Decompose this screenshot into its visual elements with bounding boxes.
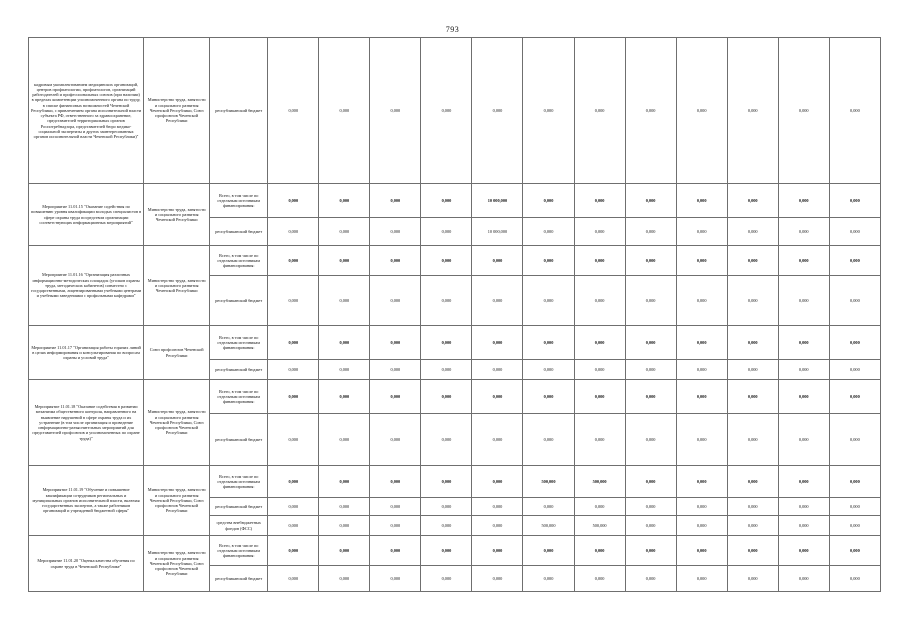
funding-source-cell: республиканский бюджет (210, 566, 268, 592)
amount-cell: 0,000 (778, 184, 829, 218)
amount-cell: 0,000 (676, 566, 727, 592)
amount-cell: 0,000 (268, 380, 319, 414)
amount-cell: 0,000 (421, 536, 472, 566)
amount-cell: 0,000 (370, 246, 421, 276)
amount-cell: 0,000 (421, 498, 472, 516)
amount-cell: 0,000 (625, 516, 676, 536)
amount-cell: 0,000 (829, 466, 880, 498)
amount-cell: 0,000 (778, 516, 829, 536)
amount-cell: 0,000 (370, 360, 421, 380)
amount-cell: 0,000 (778, 246, 829, 276)
total-row (29, 326, 881, 360)
amount-cell: 0,000 (472, 38, 523, 184)
amount-cell: 0,000 (370, 516, 421, 536)
total-row (29, 246, 881, 276)
funding-source-cell: республиканский бюджет (210, 498, 268, 516)
amount-cell: 0,000 (319, 276, 370, 326)
amount-cell: 0,000 (778, 414, 829, 466)
amount-cell: 0,000 (523, 498, 574, 516)
measure-description: кадровым укомплектованием медицинских организаций, центров профпатологии, профпатологов, организаций работодателей и профессиональных союзов (при наличии) в пределах компетенции уполномоченного органа по труду, в списке финансовых возможностей Чеченской Республики, с привлечением органа исполнительной власти субъекта РФ, ответственного за здравоохранение, представителей территориальных органов Роспотребнадзора, представителей бюро медико-социальной экспертизы и других заинтересованных органов исполнительной власти Чеченской Республики)" (29, 38, 144, 184)
amount-cell: 0,000 (523, 536, 574, 566)
amount-cell: 0,000 (523, 276, 574, 326)
amount-cell: 0,000 (421, 414, 472, 466)
executor-cell: Министерство труда, занятости и социального развития Чеченской Республики, Союз профсоюзов Чеченской Республики (144, 380, 210, 466)
amount-cell: 0,000 (676, 498, 727, 516)
amount-cell: 0,000 (370, 218, 421, 246)
amount-cell: 0,000 (625, 246, 676, 276)
funding-source-cell: Всего, в том числе по отдельным источникам финансирования: (210, 536, 268, 566)
amount-cell: 0,000 (319, 498, 370, 516)
amount-cell: 0,000 (319, 326, 370, 360)
executor-cell: Министерство труда, занятости и социального развития Чеченской Республики, Союз профсоюзов Чеченской Республики (144, 466, 210, 536)
amount-cell: 0,000 (523, 566, 574, 592)
amount-cell: 0,000 (676, 326, 727, 360)
amount-cell: 0,000 (778, 326, 829, 360)
amount-cell: 0,000 (421, 380, 472, 414)
amount-cell: 0,000 (574, 246, 625, 276)
amount-cell: 0,000 (676, 184, 727, 218)
amount-cell: 0,000 (778, 38, 829, 184)
amount-cell: 0,000 (421, 466, 472, 498)
total-row (29, 466, 881, 498)
amount-cell: 0,000 (421, 184, 472, 218)
funding-source-cell: республиканский бюджет (210, 218, 268, 246)
amount-cell: 0,000 (727, 498, 778, 516)
amount-cell: 0,000 (268, 184, 319, 218)
amount-cell: 0,000 (319, 218, 370, 246)
amount-cell: 0,000 (574, 276, 625, 326)
amount-cell: 0,000 (472, 466, 523, 498)
amount-cell: 10 000,000 (472, 218, 523, 246)
amount-cell: 0,000 (727, 38, 778, 184)
measure-description: Мероприятие 11.01.18 "Оказание содействия в развитии механизма общественного контроля, направленного на выявление нарушений в сфере охраны труда и их устранение (в том числе организация и проведение информационно-разъяснительных мероприятий для представителей профсоюзов и уполномоченных по охране труда)" (29, 380, 144, 466)
amount-cell: 0,000 (829, 536, 880, 566)
amount-cell: 0,000 (370, 566, 421, 592)
measure-description: Мероприятие 11.01.17 "Организация работы горячих линий в целях информирования и консультирования по вопросам охраны и условий труда" (29, 326, 144, 380)
amount-cell: 0,000 (421, 218, 472, 246)
amount-cell: 0,000 (523, 380, 574, 414)
amount-cell: 0,000 (421, 246, 472, 276)
amount-cell: 0,000 (727, 276, 778, 326)
amount-cell: 0,000 (268, 218, 319, 246)
amount-cell: 0,000 (268, 566, 319, 592)
funding-source-cell: Всего, в том числе по отдельным источникам финансирования: (210, 246, 268, 276)
funding-source-cell: республиканский бюджет (210, 276, 268, 326)
amount-cell: 0,000 (676, 218, 727, 246)
amount-cell: 0,000 (370, 38, 421, 184)
funding-source-cell: Всего, в том числе по отдельным источникам финансирования: (210, 466, 268, 498)
page-number: 793 (445, 25, 460, 34)
amount-cell: 0,000 (370, 380, 421, 414)
funding-source-cell: Всего, в том числе по отдельным источникам финансирования: (210, 380, 268, 414)
amount-cell: 0,000 (676, 414, 727, 466)
amount-cell: 0,000 (574, 536, 625, 566)
amount-cell: 0,000 (727, 326, 778, 360)
amount-cell: 0,000 (574, 414, 625, 466)
amount-cell: 0,000 (778, 566, 829, 592)
amount-cell: 0,000 (319, 360, 370, 380)
amount-cell: 0,000 (319, 246, 370, 276)
amount-cell: 500,000 (574, 466, 625, 498)
amount-cell: 0,000 (523, 184, 574, 218)
amount-cell: 0,000 (268, 414, 319, 466)
amount-cell: 0,000 (829, 566, 880, 592)
amount-cell: 0,000 (727, 414, 778, 466)
amount-cell: 0,000 (268, 276, 319, 326)
amount-cell: 0,000 (370, 276, 421, 326)
amount-cell: 0,000 (370, 184, 421, 218)
amount-cell: 0,000 (370, 536, 421, 566)
amount-cell: 0,000 (421, 326, 472, 360)
amount-cell: 0,000 (574, 498, 625, 516)
amount-cell: 0,000 (421, 38, 472, 184)
amount-cell: 0,000 (268, 516, 319, 536)
amount-cell: 0,000 (778, 380, 829, 414)
amount-cell: 0,000 (370, 498, 421, 516)
amount-cell: 0,000 (523, 38, 574, 184)
amount-cell: 0,000 (676, 466, 727, 498)
amount-cell: 0,000 (472, 516, 523, 536)
amount-cell: 0,000 (727, 218, 778, 246)
amount-cell: 0,000 (829, 498, 880, 516)
amount-cell: 0,000 (829, 326, 880, 360)
amount-cell: 0,000 (829, 516, 880, 536)
amount-cell: 0,000 (370, 326, 421, 360)
amount-cell: 0,000 (472, 414, 523, 466)
amount-cell: 0,000 (523, 360, 574, 380)
amount-cell: 0,000 (268, 466, 319, 498)
amount-cell: 0,000 (574, 184, 625, 218)
source-row (29, 38, 881, 184)
measure-description: Мероприятие 11.01.20 "Оценка качества обучения по охране труда в Чеченской Республике" (29, 536, 144, 592)
amount-cell: 0,000 (778, 276, 829, 326)
amount-cell: 0,000 (727, 380, 778, 414)
amount-cell: 0,000 (421, 566, 472, 592)
amount-cell: 0,000 (574, 380, 625, 414)
amount-cell: 0,000 (829, 414, 880, 466)
amount-cell: 0,000 (727, 246, 778, 276)
amount-cell: 0,000 (523, 218, 574, 246)
amount-cell: 0,000 (472, 380, 523, 414)
amount-cell: 0,000 (472, 326, 523, 360)
amount-cell: 0,000 (778, 498, 829, 516)
amount-cell: 0,000 (472, 566, 523, 592)
amount-cell: 0,000 (319, 516, 370, 536)
amount-cell: 0,000 (727, 360, 778, 380)
total-row (29, 536, 881, 566)
amount-cell: 0,000 (829, 276, 880, 326)
amount-cell: 0,000 (574, 566, 625, 592)
amount-cell: 0,000 (778, 218, 829, 246)
amount-cell: 0,000 (676, 276, 727, 326)
amount-cell: 0,000 (268, 360, 319, 380)
amount-cell: 0,000 (574, 326, 625, 360)
amount-cell: 0,000 (472, 360, 523, 380)
funding-source-cell: Всего, в том числе по отдельным источникам финансирования: (210, 326, 268, 360)
measure-description: Мероприятие 11.01.15 "Оказание содействия по повышению уровня квалификации молодых специалистов в сфере охраны труда посредством организации соответствующих информационных мероприятий" (29, 184, 144, 246)
amount-cell: 0,000 (676, 360, 727, 380)
amount-cell: 0,000 (319, 566, 370, 592)
amount-cell: 0,000 (574, 38, 625, 184)
amount-cell: 0,000 (625, 566, 676, 592)
amount-cell: 0,000 (625, 536, 676, 566)
amount-cell: 0,000 (421, 516, 472, 536)
measure-description: Мероприятие 11.01.19 "Обучение и повышение квалификации сотрудников региональных и муниципальных органов исполнительной власти, включая государственных экспертов, а также работников организаций и учреждений бюджетной сферы" (29, 466, 144, 536)
amount-cell: 0,000 (472, 498, 523, 516)
amount-cell: 0,000 (472, 246, 523, 276)
amount-cell: 0,000 (268, 326, 319, 360)
amount-cell: 0,000 (625, 184, 676, 218)
amount-cell: 0,000 (319, 466, 370, 498)
amount-cell: 0,000 (829, 38, 880, 184)
executor-cell: Министерство труда, занятости и социального развития Чеченской Республики, Союз профсоюзов Чеченской Республики (144, 38, 210, 184)
amount-cell: 0,000 (625, 218, 676, 246)
amount-cell: 0,000 (676, 536, 727, 566)
funding-source-cell: средства внебюджетных фондов (ФСС) (210, 516, 268, 536)
amount-cell: 0,000 (829, 380, 880, 414)
amount-cell: 0,000 (625, 466, 676, 498)
amount-cell: 500,000 (523, 516, 574, 536)
measure-description: Мероприятие 11.01.16 "Организация различных информационно-методических площадок (уголков охраны труда, методических кабинетов) совместно с государственными, лицензированными учебными центрами и учебными заведениями с профильными кафедрами" (29, 246, 144, 326)
funding-source-cell: республиканский бюджет (210, 360, 268, 380)
amount-cell: 0,000 (421, 276, 472, 326)
amount-cell: 0,000 (727, 536, 778, 566)
amount-cell: 0,000 (625, 380, 676, 414)
amount-cell: 0,000 (778, 466, 829, 498)
amount-cell: 0,000 (268, 38, 319, 184)
amount-cell: 10 000,000 (472, 184, 523, 218)
amount-cell: 0,000 (625, 414, 676, 466)
amount-cell: 0,000 (727, 466, 778, 498)
amount-cell: 0,000 (319, 38, 370, 184)
amount-cell: 0,000 (829, 246, 880, 276)
amount-cell: 0,000 (829, 218, 880, 246)
amount-cell: 0,000 (676, 246, 727, 276)
amount-cell: 0,000 (472, 536, 523, 566)
amount-cell: 0,000 (625, 38, 676, 184)
amount-cell: 0,000 (625, 326, 676, 360)
amount-cell: 0,000 (319, 380, 370, 414)
amount-cell: 0,000 (319, 414, 370, 466)
executor-cell: Министерство труда, занятости и социального развития Чеченской Республики, Союз профсоюзов Чеченской Республики (144, 536, 210, 592)
amount-cell: 0,000 (574, 218, 625, 246)
amount-cell: 0,000 (625, 498, 676, 516)
amount-cell: 0,000 (625, 276, 676, 326)
amount-cell: 0,000 (523, 326, 574, 360)
total-row (29, 380, 881, 414)
amount-cell: 0,000 (268, 498, 319, 516)
amount-cell: 0,000 (676, 38, 727, 184)
amount-cell: 500,000 (574, 516, 625, 536)
amount-cell: 0,000 (778, 360, 829, 380)
amount-cell: 0,000 (370, 466, 421, 498)
executor-cell: Министерство труда, занятости и социального развития Чеченской Республики (144, 184, 210, 246)
executor-cell: Министерство труда, занятости и социального развития Чеченской Республики (144, 246, 210, 326)
amount-cell: 0,000 (727, 566, 778, 592)
amount-cell: 0,000 (829, 184, 880, 218)
amount-cell: 0,000 (319, 536, 370, 566)
amount-cell: 0,000 (676, 516, 727, 536)
amount-cell: 500,000 (523, 466, 574, 498)
amount-cell: 0,000 (676, 380, 727, 414)
amount-cell: 0,000 (523, 246, 574, 276)
amount-cell: 0,000 (523, 414, 574, 466)
amount-cell: 0,000 (727, 184, 778, 218)
amount-cell: 0,000 (421, 360, 472, 380)
amount-cell: 0,000 (268, 536, 319, 566)
amount-cell: 0,000 (574, 360, 625, 380)
amount-cell: 0,000 (370, 414, 421, 466)
total-row (29, 184, 881, 218)
funding-source-cell: республиканский бюджет (210, 38, 268, 184)
funding-source-cell: Всего, в том числе по отдельным источникам финансирования: (210, 184, 268, 218)
amount-cell: 0,000 (268, 246, 319, 276)
amount-cell: 0,000 (829, 360, 880, 380)
amount-cell: 0,000 (778, 536, 829, 566)
amount-cell: 0,000 (625, 360, 676, 380)
funding-source-cell: республиканский бюджет (210, 414, 268, 466)
funding-table (28, 37, 881, 592)
executor-cell: Союз профсоюзов Чеченской Республики (144, 326, 210, 380)
amount-cell: 0,000 (472, 276, 523, 326)
amount-cell: 0,000 (727, 516, 778, 536)
amount-cell: 0,000 (319, 184, 370, 218)
